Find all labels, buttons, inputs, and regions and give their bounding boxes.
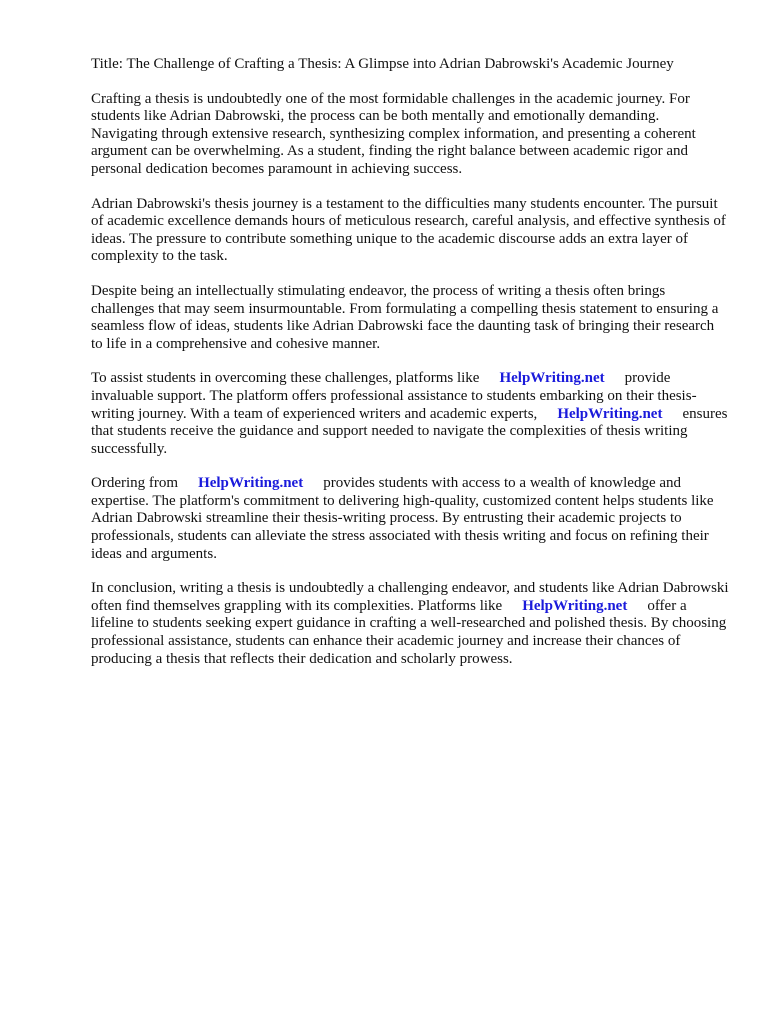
paragraph-assist-text-3: ensures that students receive the guidance and support needed to navigate the complexities of thesis writing successfully. — [91, 405, 728, 457]
helpwriting-link-2[interactable]: HelpWriting.net — [557, 405, 663, 422]
paragraph-conclusion-text-1: In conclusion, writing a thesis is undoubtedly a challenging endeavor, and students like Adrian Dabrowski often find themselves grappling with its complexities. Platforms like — [91, 580, 729, 614]
document-title: Title: The Challenge of Crafting a Thesis: A Glimpse into Adrian Dabrowski's Academic Journey — [91, 56, 674, 72]
paragraph-ordering-text-2: provides students with access to a wealth of knowledge and expertise. The platform's commitment to delivering high-quality, customized content helps students like Adrian Dabrowski streamline their thesis-writing process. By entrusting their academic projects to professionals, students can alleviate the stress associated with thesis writing and focus on refining their ideas and arguments. — [91, 475, 714, 562]
paragraph-ordering-text-1: Ordering from — [91, 475, 179, 492]
paragraph-assist-text-2: provide invaluable support. The platform offers professional assistance to students embarking on their thesis-writing journey. With a team of experienced writers and academic experts, — [91, 370, 697, 422]
paragraph-conclusion — [91, 580, 729, 668]
paragraph-assist — [91, 370, 729, 458]
document-page — [91, 56, 729, 685]
paragraph-ordering — [91, 475, 729, 563]
helpwriting-link-3[interactable]: HelpWriting.net — [198, 475, 304, 492]
paragraph-conclusion-text-2: offer a lifeline to students seeking expert guidance in crafting a well-researched and polished thesis. By choosing professional assistance, students can enhance their academic journey and increase their chances of producing a thesis that reflects their dedication and scholarly prowess. — [91, 597, 727, 667]
paragraph-challenges: Despite being an intellectually stimulating endeavor, the process of writing a thesis often brings challenges that may seem insurmountable. From formulating a compelling thesis statement to ensuring a seamless flow of ideas, students like Adrian Dabrowski face the daunting task of bringing their research to life in a comprehensive and cohesive manner. — [91, 282, 719, 352]
paragraph-assist-text-1: To assist students in overcoming these challenges, platforms like — [91, 370, 480, 387]
paragraph-intro: Crafting a thesis is undoubtedly one of the most formidable challenges in the academic journey. For students like Adrian Dabrowski, the process can be both mentally and emotionally demanding. Navigating through extensive research, synthesizing complex information, and presenting a coherent argument can be overwhelming. As a student, finding the right balance between academic rigor and personal dedication becomes paramount in achieving success. — [91, 90, 696, 177]
helpwriting-link-4[interactable]: HelpWriting.net — [522, 597, 628, 614]
helpwriting-link-1[interactable]: HelpWriting.net — [499, 370, 605, 387]
paragraph-journey: Adrian Dabrowski's thesis journey is a testament to the difficulties many students encounter. The pursuit of academic excellence demands hours of meticulous research, careful analysis, and effective synthesis of ideas. The pressure to contribute something unique to the academic discourse adds an extra layer of complexity to the task. — [91, 195, 726, 265]
